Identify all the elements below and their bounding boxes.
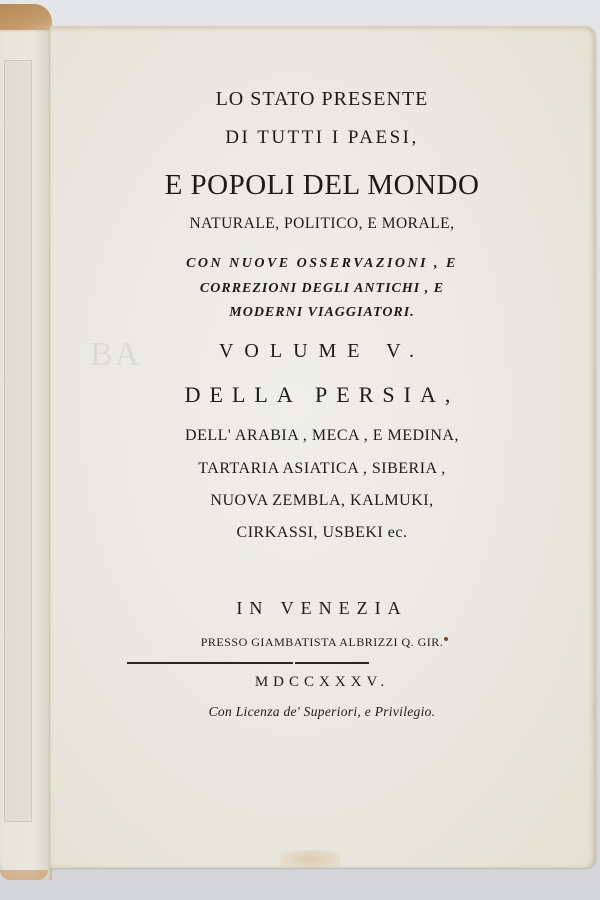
title-main: E POPOLI DEL MONDO (164, 169, 480, 201)
title-line-1: LO STATO PRESENTE (215, 88, 429, 110)
contents-line-3: NUOVA ZEMBLA, KALMUKI, (210, 492, 434, 509)
imprint-city: IN VENEZIA (236, 598, 408, 618)
title-line-2: DI TUTTI I PAESI, (225, 127, 419, 148)
subtitle-italic-1: CON NUOVE OSSERVAZIONI , E (186, 256, 458, 271)
divider-rule-short (295, 662, 369, 664)
subtitle-italic-3: MODERNI VIAGGIATORI. (229, 305, 415, 320)
left-page-sliver (0, 30, 52, 880)
imprint-year: MDCCXXXV. (254, 674, 390, 690)
title-page (50, 26, 595, 868)
contents-line-1: DELL' ARABIA , MECA , E MEDINA, (185, 427, 459, 444)
bleed-through-text: BA (90, 336, 142, 373)
volume-label: VOLUME V. (218, 340, 426, 362)
contents-line-2: TARTARIA ASIATICA , SIBERIA , (198, 460, 446, 477)
book-spine-bottom (0, 870, 48, 880)
subtitle-line: NATURALE, POLITICO, E MORALE, (189, 215, 455, 232)
left-page-print-area (4, 60, 32, 822)
subtitle-italic-2: CORREZIONI DEGLI ANTICHI , E (199, 281, 445, 296)
contents-heading: DELLA PERSIA, (184, 382, 460, 407)
ink-speck (444, 637, 448, 641)
imprint-printer: PRESSO GIAMBATISTA ALBRIZZI Q. GIR. (200, 635, 444, 649)
imprint-license: Con Licenza de' Superiori, e Privilegio. (208, 704, 436, 719)
contents-line-4: CIRKASSI, USBEKI ec. (236, 524, 408, 541)
divider-rule (127, 662, 293, 664)
